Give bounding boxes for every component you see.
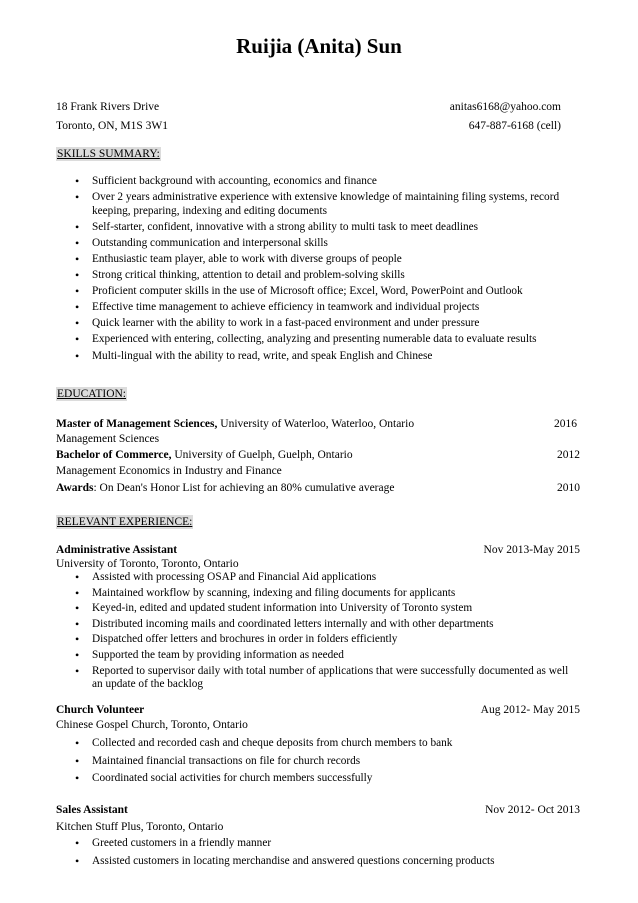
list-item: • Effective time management to achieve efficiency in teamwork and individual projects	[75, 301, 585, 315]
list-item: • Dispatched offer letters and brochures in order in folders efficiently	[75, 633, 575, 647]
awards-label: Awards	[56, 482, 94, 494]
list-item: • Collected and recorded cash and cheque deposits from church members to bank	[75, 737, 575, 751]
year: 2012	[557, 449, 580, 461]
education-detail: Management Economics in Industry and Finance	[56, 465, 282, 477]
contact-line-1	[56, 101, 561, 113]
school: University of Guelph, Guelph, Ontario	[171, 449, 353, 461]
job-dates: Aug 2012- May 2015	[480, 704, 580, 716]
contact-line-2	[56, 120, 561, 132]
address-line-2: Toronto, ON, M1S 3W1	[56, 120, 168, 132]
year: 2016	[554, 418, 577, 430]
job-duties	[75, 837, 585, 872]
awards-year: 2010	[557, 482, 580, 494]
list-item: • Outstanding communication and interpersonal skills	[75, 237, 585, 251]
list-item: • Assisted with processing OSAP and Financial Aid applications	[75, 571, 575, 585]
job-org: University of Toronto, Toronto, Ontario	[56, 558, 239, 570]
experience-heading: RELEVANT EXPERIENCE:	[57, 516, 193, 528]
job-dates: Nov 2013-May 2015	[483, 544, 580, 556]
candidate-name: Ruijia (Anita) Sun	[236, 34, 402, 58]
awards-row	[56, 481, 580, 495]
school: University of Waterloo, Waterloo, Ontario	[217, 418, 415, 430]
skills-heading: SKILLS SUMMARY:	[57, 148, 160, 160]
list-item: • Strong critical thinking, attention to detail and problem-solving skills	[75, 269, 585, 283]
address-line-1: 18 Frank Rivers Drive	[56, 101, 160, 113]
list-item: • Over 2 years administrative experience with extensive knowledge of maintaining filing systems, record keeping, preparing, indexing and editing documents	[75, 191, 585, 218]
job-header	[56, 543, 580, 557]
list-item: • Experienced with entering, collecting, analyzing and presenting numerable data to evaluate results	[75, 333, 585, 347]
job-header	[56, 803, 580, 817]
job-title: Sales Assistant	[56, 804, 128, 816]
list-item: • Sufficient background with accounting, economics and finance	[75, 175, 585, 189]
list-item: • Keyed-in, edited and updated student information into University of Toronto system	[75, 602, 575, 616]
skills-list	[75, 175, 585, 366]
phone: 647-887-6168 (cell)	[468, 120, 561, 132]
list-item: • Quick learner with the ability to work in a fast-paced environment and under pressure	[75, 317, 585, 331]
list-item: • Greeted customers in a friendly manner	[75, 837, 585, 851]
list-item: • Enthusiastic team player, able to work with diverse groups of people	[75, 253, 585, 267]
job-duties	[75, 571, 575, 694]
awards-text: : On Dean's Honor List for achieving an 80% cumulative average	[93, 482, 395, 494]
list-item: • Coordinated social activities for church members successfully	[75, 772, 575, 786]
list-item: • Self-starter, confident, innovative with a strong ability to multi task to meet deadlines	[75, 221, 585, 235]
list-item: • Proficient computer skills in the use of Microsoft office; Excel, Word, PowerPoint and Outlook	[75, 285, 585, 299]
list-item: • Assisted customers in locating merchandise and answered questions concerning products	[75, 855, 585, 869]
degree: Bachelor of Commerce,	[56, 449, 172, 461]
education-entry	[56, 448, 580, 462]
list-item: • Maintained workflow by scanning, indexing and filing documents for applicants	[75, 587, 575, 601]
job-header	[56, 703, 580, 717]
list-item: • Multi-lingual with the ability to read, write, and speak English and Chinese	[75, 350, 585, 364]
degree: Master of Management Sciences,	[56, 418, 218, 430]
education-entry	[56, 417, 580, 431]
job-org: Chinese Gospel Church, Toronto, Ontario	[56, 719, 248, 731]
list-item: • Supported the team by providing information as needed	[75, 649, 575, 663]
education-heading: EDUCATION:	[57, 388, 126, 400]
job-duties	[75, 737, 575, 790]
email: anitas6168@yahoo.com	[449, 101, 561, 113]
job-dates: Nov 2012- Oct 2013	[485, 804, 580, 816]
list-item: • Maintained financial transactions on file for church records	[75, 755, 575, 769]
job-org: Kitchen Stuff Plus, Toronto, Ontario	[56, 821, 224, 833]
list-item: • Distributed incoming mails and coordinated letters internally and with other departments	[75, 618, 575, 632]
job-title: Church Volunteer	[56, 704, 145, 716]
education-detail: Management Sciences	[56, 433, 160, 445]
list-item: • Reported to supervisor daily with total number of applications that were successfully documented as well an update of the backlog	[75, 665, 575, 692]
job-title: Administrative Assistant	[56, 544, 178, 556]
